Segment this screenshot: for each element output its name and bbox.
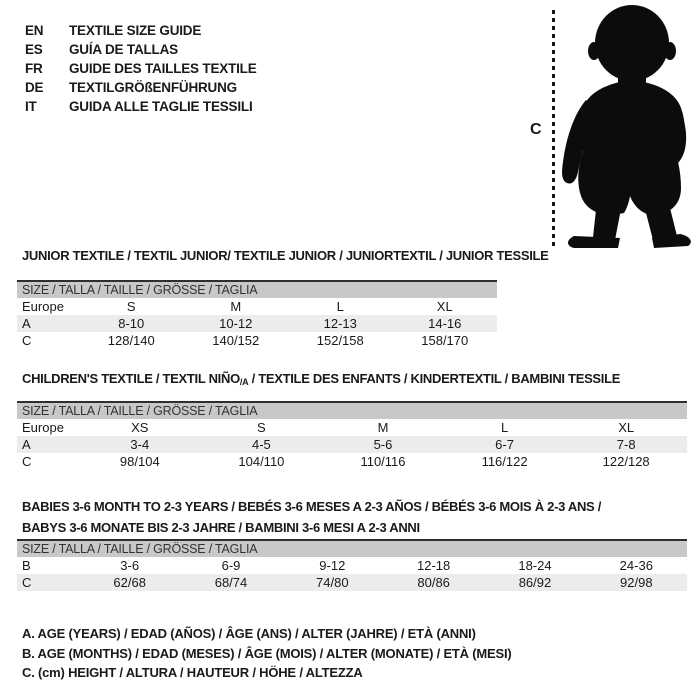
lang-code: DE: [25, 80, 44, 95]
size-cell: 12-18: [417, 558, 451, 573]
size-cell: 12-13: [323, 316, 357, 331]
lang-label: GUIDA ALLE TAGLIE TESSILI: [69, 99, 253, 114]
table-row: [17, 419, 687, 436]
size-cell: 18-24: [518, 558, 552, 573]
lang-label: TEXTILGRÖßENFÜHRUNG: [69, 80, 237, 95]
language-title-list: [25, 21, 257, 116]
size-cell: XL: [618, 420, 635, 435]
size-cell: 80/86: [417, 575, 450, 590]
size-cell: L: [500, 420, 509, 435]
size-cell: XL: [436, 299, 453, 314]
footnote-b: B. AGE (MONTHS) / EDAD (MESES) / ÂGE (MOIS) / ALTER (MONATE) / ETÀ (MESI): [22, 645, 512, 661]
babies-size-header-bar: SIZE / TALLA / TAILLE / GRÖSSE / TAGLIA: [17, 539, 687, 557]
size-cell: 3-6: [120, 558, 140, 573]
footnote-a: A. AGE (YEARS) / EDAD (AÑOS) / ÂGE (ANS) / ALTER (JAHRE) / ETÀ (ANNI): [22, 626, 476, 641]
row-label: C: [22, 575, 32, 590]
babies-section-heading: [22, 496, 601, 538]
row-label: C: [22, 454, 32, 469]
lang-label: TEXTILE SIZE GUIDE: [69, 23, 202, 38]
table-row: [17, 332, 497, 349]
row-label: A: [22, 437, 31, 452]
lang-code: IT: [25, 99, 37, 114]
size-cell: XS: [131, 420, 149, 435]
height-measure-dashed-line: [552, 10, 555, 246]
table-row: [17, 453, 687, 470]
children-size-header-bar: SIZE / TALLA / TAILLE / GRÖSSE / TAGLIA: [17, 401, 687, 419]
babies-heading-line1: BABIES 3-6 MONTH TO 2-3 YEARS / BEBÉS 3-6 MESES A 2-3 AÑOS / BÉBÉS 3-6 MOIS À 2-3 ANS /: [22, 499, 602, 514]
lang-code: FR: [25, 61, 43, 76]
children-section-heading: [22, 371, 620, 387]
babies-heading-line2: BABYS 3-6 MONATE BIS 2-3 JAHRE / BAMBINI 3-6 MESI A 2-3 ANNI: [22, 520, 420, 535]
size-cell: 122/128: [602, 454, 650, 469]
size-cell: 10-12: [219, 316, 253, 331]
size-cell: 9-12: [319, 558, 346, 573]
lang-row-en: [25, 21, 257, 40]
footnote-c: C. (cm) HEIGHT / ALTURA / HAUTEUR / HÖHE / ALTEZZA: [22, 665, 363, 680]
size-cell: 6-7: [495, 437, 514, 452]
size-cell: 116/122: [481, 454, 528, 469]
size-cell: 4-5: [251, 437, 271, 452]
size-cell: 3-4: [130, 437, 150, 452]
table-row: [17, 315, 497, 332]
size-cell: 92/98: [620, 575, 653, 590]
size-cell: 5-6: [373, 437, 393, 452]
babies-size-table: [17, 539, 687, 591]
size-cell: M: [377, 420, 389, 435]
row-label: Europe: [22, 420, 64, 435]
size-cell: 62/68: [113, 575, 146, 590]
size-cell: 74/80: [316, 575, 349, 590]
lang-label: GUIDE DES TAILLES TEXTILE: [69, 61, 257, 76]
row-label: A: [22, 316, 31, 331]
table-row: [17, 298, 497, 315]
size-cell: 68/74: [214, 575, 248, 590]
lang-row-it: [25, 97, 257, 116]
size-cell: 24-36: [619, 558, 653, 573]
size-cell: 8-10: [118, 316, 145, 331]
size-cell: 128/140: [107, 333, 155, 348]
table-row: [17, 436, 687, 453]
size-cell: S: [126, 299, 136, 314]
size-cell: 152/158: [316, 333, 364, 348]
row-label: Europe: [22, 299, 64, 314]
children-heading-post: / TEXTILE DES ENFANTS / KINDERTEXTIL / BAMBINI TESSILE: [248, 371, 621, 386]
junior-size-header-bar: SIZE / TALLA / TAILLE / GRÖSSE / TAGLIA: [17, 280, 497, 298]
table-row: [17, 574, 687, 591]
lang-code: EN: [25, 23, 44, 38]
height-measure-label: C: [530, 121, 542, 138]
size-cell: 6-9: [221, 558, 241, 573]
size-cell: 140/152: [212, 333, 260, 348]
lang-row-es: [25, 40, 257, 59]
size-cell: 158/170: [421, 333, 469, 348]
toddler-silhouette-icon: [556, 0, 698, 252]
lang-row-de: [25, 78, 257, 97]
children-size-table: [17, 401, 687, 470]
lang-code: ES: [25, 42, 43, 57]
size-cell: 98/104: [119, 454, 160, 469]
junior-section-heading: JUNIOR TEXTILE / TEXTIL JUNIOR/ TEXTILE JUNIOR / JUNIORTEXTIL / JUNIOR TESSILE: [22, 248, 549, 263]
size-cell: 104/110: [238, 454, 285, 469]
footnotes: [22, 624, 512, 683]
size-cell: S: [257, 420, 266, 435]
table-row: [17, 557, 687, 574]
size-cell: 110/116: [360, 454, 406, 469]
size-cell: 86/92: [518, 575, 552, 590]
row-label: C: [22, 333, 32, 348]
children-heading-pre: CHILDREN'S TEXTILE / TEXTIL NIÑO: [22, 371, 240, 386]
lang-label: GUÍA DE TALLAS: [69, 42, 178, 57]
row-label: B: [22, 558, 31, 573]
size-cell: L: [336, 299, 344, 314]
junior-size-table: [17, 280, 497, 349]
size-cell: M: [230, 299, 242, 314]
children-heading-sub: /A: [239, 377, 249, 387]
lang-row-fr: [25, 59, 257, 78]
size-cell: 7-8: [616, 437, 636, 452]
size-cell: 14-16: [428, 316, 462, 331]
